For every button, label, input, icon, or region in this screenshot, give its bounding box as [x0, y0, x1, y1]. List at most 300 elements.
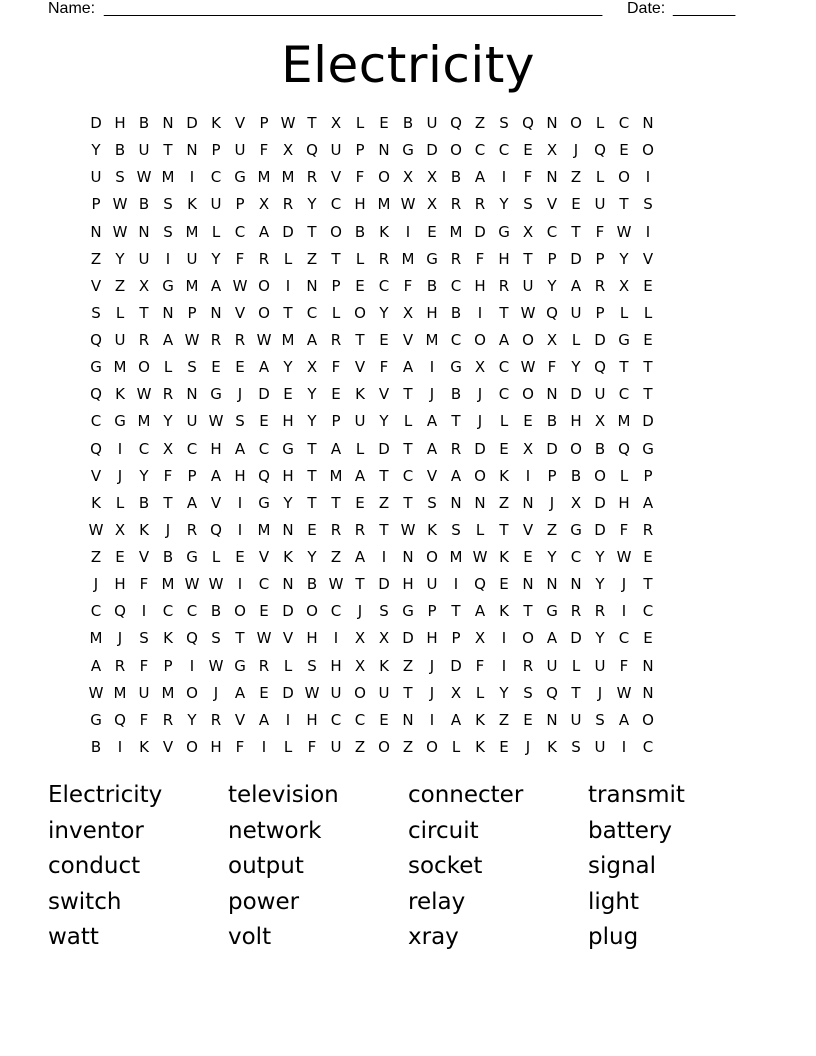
grid-letter[interactable]: X: [258, 195, 270, 214]
grid-letter[interactable]: V: [402, 331, 414, 349]
grid-letter[interactable]: I: [501, 656, 507, 675]
grid-letter[interactable]: U: [570, 710, 582, 729]
grid-letter[interactable]: C: [330, 710, 342, 729]
grid-letter[interactable]: V: [282, 629, 294, 648]
grid-letter[interactable]: D: [546, 439, 558, 458]
grid-letter[interactable]: D: [258, 385, 270, 404]
grid-letter[interactable]: B: [138, 114, 150, 132]
grid-letter[interactable]: R: [162, 385, 174, 404]
grid-letter[interactable]: K: [475, 710, 485, 729]
grid-letter[interactable]: C: [258, 575, 270, 594]
grid-letter[interactable]: Y: [211, 249, 221, 268]
grid-letter[interactable]: R: [570, 602, 582, 621]
grid-letter[interactable]: D: [474, 439, 486, 458]
grid-letter[interactable]: O: [570, 439, 582, 458]
grid-letter[interactable]: T: [643, 385, 653, 404]
grid-letter[interactable]: T: [619, 195, 629, 214]
grid-letter[interactable]: G: [618, 331, 630, 349]
grid-letter[interactable]: T: [307, 493, 317, 512]
grid-letter[interactable]: G: [234, 656, 246, 675]
grid-letter[interactable]: N: [402, 710, 414, 729]
grid-letter[interactable]: U: [114, 331, 126, 349]
grid-letter[interactable]: F: [139, 656, 149, 675]
grid-letter[interactable]: V: [210, 493, 222, 512]
grid-letter[interactable]: P: [427, 602, 437, 621]
grid-letter[interactable]: O: [618, 168, 630, 187]
grid-letter[interactable]: M: [161, 683, 175, 702]
grid-letter[interactable]: P: [595, 249, 605, 268]
grid-letter[interactable]: R: [114, 656, 126, 675]
grid-letter[interactable]: M: [449, 222, 463, 241]
grid-letter[interactable]: O: [522, 629, 534, 648]
grid-letter[interactable]: C: [378, 276, 390, 295]
grid-letter[interactable]: X: [354, 656, 366, 675]
grid-letter[interactable]: J: [477, 385, 483, 404]
grid-letter[interactable]: Q: [210, 520, 222, 539]
grid-letter[interactable]: Y: [187, 710, 197, 729]
grid-letter[interactable]: G: [426, 249, 438, 268]
grid-letter[interactable]: K: [379, 222, 389, 241]
grid-letter[interactable]: Y: [307, 412, 317, 431]
grid-letter[interactable]: J: [525, 737, 531, 756]
grid-letter[interactable]: I: [189, 656, 195, 675]
grid-letter[interactable]: B: [354, 222, 366, 241]
grid-letter[interactable]: Z: [90, 249, 102, 268]
grid-letter[interactable]: V: [354, 358, 366, 377]
grid-letter[interactable]: C: [642, 737, 654, 756]
grid-letter[interactable]: Y: [139, 466, 149, 485]
grid-letter[interactable]: N: [210, 303, 222, 322]
grid-letter[interactable]: R: [330, 331, 342, 349]
grid-letter[interactable]: C: [186, 602, 198, 621]
grid-letter[interactable]: O: [474, 466, 486, 485]
grid-letter[interactable]: L: [595, 114, 605, 132]
grid-letter[interactable]: G: [90, 358, 102, 377]
grid-letter[interactable]: X: [570, 493, 582, 512]
grid-letter[interactable]: B: [546, 412, 558, 431]
grid-letter[interactable]: E: [235, 358, 245, 377]
grid-letter[interactable]: T: [643, 358, 653, 377]
grid-letter[interactable]: F: [619, 656, 629, 675]
grid-letter[interactable]: B: [90, 737, 102, 756]
grid-letter[interactable]: M: [161, 575, 175, 594]
grid-letter[interactable]: U: [186, 249, 198, 268]
grid-letter[interactable]: R: [354, 520, 366, 539]
grid-letter[interactable]: T: [307, 114, 317, 132]
grid-letter[interactable]: K: [139, 737, 149, 756]
grid-letter[interactable]: D: [594, 520, 606, 539]
grid-letter[interactable]: B: [450, 303, 462, 322]
grid-letter[interactable]: R: [258, 249, 270, 268]
grid-letter[interactable]: E: [571, 195, 581, 214]
grid-letter[interactable]: A: [426, 439, 438, 458]
grid-letter[interactable]: D: [642, 412, 654, 431]
date-blank-line[interactable]: _______: [673, 0, 736, 17]
grid-letter[interactable]: D: [282, 602, 294, 621]
grid-letter[interactable]: W: [616, 222, 632, 241]
grid-letter[interactable]: X: [138, 276, 150, 295]
grid-letter[interactable]: Y: [547, 548, 557, 566]
grid-letter[interactable]: I: [645, 222, 651, 241]
grid-letter[interactable]: L: [619, 303, 629, 322]
grid-letter[interactable]: E: [235, 548, 245, 566]
grid-letter[interactable]: S: [187, 358, 197, 377]
grid-letter[interactable]: C: [330, 195, 342, 214]
grid-letter[interactable]: K: [499, 466, 509, 485]
grid-letter[interactable]: L: [331, 303, 341, 322]
grid-letter[interactable]: T: [499, 520, 509, 539]
grid-letter[interactable]: W: [112, 195, 128, 214]
grid-letter[interactable]: O: [354, 303, 366, 322]
grid-letter[interactable]: E: [523, 710, 533, 729]
grid-letter[interactable]: I: [477, 303, 483, 322]
grid-letter[interactable]: T: [523, 249, 533, 268]
grid-letter[interactable]: C: [450, 276, 462, 295]
grid-letter[interactable]: A: [258, 358, 270, 377]
grid-letter[interactable]: E: [283, 385, 293, 404]
grid-letter[interactable]: V: [162, 737, 174, 756]
grid-letter[interactable]: I: [405, 222, 411, 241]
grid-letter[interactable]: Y: [379, 412, 389, 431]
grid-letter[interactable]: H: [306, 629, 318, 648]
grid-letter[interactable]: I: [429, 358, 435, 377]
grid-letter[interactable]: Z: [354, 737, 366, 756]
grid-letter[interactable]: D: [282, 683, 294, 702]
grid-letter[interactable]: T: [403, 439, 413, 458]
grid-letter[interactable]: I: [165, 249, 171, 268]
grid-letter[interactable]: D: [450, 656, 462, 675]
grid-letter[interactable]: G: [402, 141, 414, 160]
grid-letter[interactable]: Y: [595, 575, 605, 594]
grid-letter[interactable]: X: [114, 520, 126, 539]
grid-letter[interactable]: A: [618, 710, 630, 729]
grid-letter[interactable]: E: [355, 276, 365, 295]
grid-letter[interactable]: O: [450, 141, 462, 160]
grid-letter[interactable]: H: [426, 629, 438, 648]
grid-letter[interactable]: S: [571, 737, 581, 756]
grid-letter[interactable]: O: [642, 710, 654, 729]
grid-letter[interactable]: O: [258, 303, 270, 322]
grid-letter[interactable]: R: [474, 195, 486, 214]
grid-letter[interactable]: L: [355, 439, 365, 458]
grid-letter[interactable]: X: [354, 629, 366, 648]
grid-letter[interactable]: L: [115, 493, 125, 512]
grid-letter[interactable]: X: [426, 168, 438, 187]
grid-letter[interactable]: X: [522, 222, 534, 241]
grid-letter[interactable]: O: [378, 168, 390, 187]
grid-letter[interactable]: D: [426, 141, 438, 160]
grid-letter[interactable]: X: [546, 331, 558, 349]
grid-letter[interactable]: C: [162, 602, 174, 621]
grid-letter[interactable]: O: [138, 358, 150, 377]
grid-letter[interactable]: Z: [546, 520, 558, 539]
grid-letter[interactable]: W: [88, 520, 104, 539]
grid-letter[interactable]: N: [474, 493, 486, 512]
grid-letter[interactable]: Q: [594, 141, 606, 160]
grid-letter[interactable]: T: [619, 358, 629, 377]
grid-letter[interactable]: O: [594, 466, 606, 485]
grid-letter[interactable]: Q: [618, 439, 630, 458]
grid-letter[interactable]: V: [258, 548, 270, 566]
grid-letter[interactable]: A: [234, 683, 246, 702]
grid-letter[interactable]: R: [138, 331, 150, 349]
grid-letter[interactable]: I: [237, 520, 243, 539]
grid-letter[interactable]: V: [90, 276, 102, 295]
grid-letter[interactable]: V: [546, 195, 558, 214]
grid-letter[interactable]: C: [474, 141, 486, 160]
grid-letter[interactable]: Y: [163, 412, 173, 431]
grid-letter[interactable]: E: [379, 331, 389, 349]
grid-letter[interactable]: C: [570, 548, 582, 566]
grid-letter[interactable]: I: [333, 629, 339, 648]
grid-letter[interactable]: B: [138, 195, 150, 214]
grid-letter[interactable]: W: [136, 168, 152, 187]
grid-letter[interactable]: T: [499, 303, 509, 322]
grid-letter[interactable]: O: [426, 737, 438, 756]
grid-letter[interactable]: P: [163, 656, 173, 675]
grid-letter[interactable]: B: [450, 168, 462, 187]
grid-letter[interactable]: C: [90, 602, 102, 621]
grid-letter[interactable]: M: [329, 466, 343, 485]
grid-letter[interactable]: R: [210, 331, 222, 349]
grid-letter[interactable]: O: [522, 385, 534, 404]
grid-letter[interactable]: C: [186, 439, 198, 458]
grid-letter[interactable]: F: [259, 141, 269, 160]
grid-letter[interactable]: O: [426, 548, 438, 566]
grid-letter[interactable]: T: [163, 493, 173, 512]
grid-letter[interactable]: P: [331, 412, 341, 431]
grid-letter[interactable]: C: [330, 602, 342, 621]
grid-letter[interactable]: H: [354, 195, 366, 214]
grid-letter[interactable]: H: [282, 466, 294, 485]
grid-letter[interactable]: X: [474, 358, 486, 377]
grid-letter[interactable]: P: [547, 249, 557, 268]
grid-letter[interactable]: A: [234, 439, 246, 458]
grid-letter[interactable]: L: [475, 683, 485, 702]
grid-letter[interactable]: S: [499, 114, 509, 132]
grid-letter[interactable]: P: [235, 195, 245, 214]
grid-letter[interactable]: S: [379, 602, 389, 621]
grid-letter[interactable]: T: [523, 602, 533, 621]
grid-letter[interactable]: P: [259, 114, 269, 132]
grid-letter[interactable]: U: [546, 656, 558, 675]
grid-letter[interactable]: N: [378, 141, 390, 160]
grid-letter[interactable]: N: [642, 114, 654, 132]
grid-letter[interactable]: K: [355, 385, 365, 404]
grid-letter[interactable]: X: [594, 412, 606, 431]
grid-letter[interactable]: N: [306, 276, 318, 295]
grid-letter[interactable]: W: [256, 331, 272, 349]
grid-letter[interactable]: I: [237, 493, 243, 512]
grid-letter[interactable]: O: [522, 331, 534, 349]
grid-letter[interactable]: T: [307, 439, 317, 458]
grid-letter[interactable]: U: [426, 575, 438, 594]
grid-letter[interactable]: M: [257, 520, 271, 539]
grid-letter[interactable]: A: [354, 548, 366, 566]
grid-letter[interactable]: U: [330, 141, 342, 160]
grid-letter[interactable]: F: [235, 737, 245, 756]
grid-letter[interactable]: U: [570, 303, 582, 322]
grid-letter[interactable]: D: [594, 331, 606, 349]
grid-letter[interactable]: V: [234, 114, 246, 132]
name-blank-line[interactable]: ________________________________________________________: [104, 0, 603, 17]
grid-letter[interactable]: T: [451, 412, 461, 431]
grid-letter[interactable]: F: [619, 520, 629, 539]
grid-letter[interactable]: Q: [90, 439, 102, 458]
grid-letter[interactable]: E: [307, 520, 317, 539]
grid-letter[interactable]: A: [354, 466, 366, 485]
grid-letter[interactable]: S: [643, 195, 653, 214]
grid-letter[interactable]: K: [499, 548, 509, 566]
grid-letter[interactable]: I: [381, 548, 387, 566]
grid-letter[interactable]: U: [330, 737, 342, 756]
grid-letter[interactable]: Y: [283, 493, 293, 512]
grid-letter[interactable]: N: [186, 385, 198, 404]
grid-letter[interactable]: E: [379, 114, 389, 132]
grid-letter[interactable]: W: [208, 656, 224, 675]
grid-letter[interactable]: K: [283, 548, 293, 566]
grid-letter[interactable]: X: [402, 303, 414, 322]
grid-letter[interactable]: J: [429, 656, 435, 675]
grid-letter[interactable]: R: [498, 276, 510, 295]
grid-letter[interactable]: A: [330, 439, 342, 458]
grid-letter[interactable]: K: [499, 602, 509, 621]
grid-letter[interactable]: U: [594, 385, 606, 404]
grid-letter[interactable]: V: [642, 249, 654, 268]
grid-letter[interactable]: Q: [90, 331, 102, 349]
grid-letter[interactable]: W: [400, 195, 416, 214]
grid-letter[interactable]: Z: [90, 548, 102, 566]
grid-letter[interactable]: U: [522, 276, 534, 295]
grid-letter[interactable]: T: [331, 249, 341, 268]
grid-letter[interactable]: T: [379, 520, 389, 539]
grid-letter[interactable]: J: [165, 520, 171, 539]
grid-letter[interactable]: G: [282, 439, 294, 458]
grid-letter[interactable]: T: [307, 466, 317, 485]
grid-letter[interactable]: Z: [114, 276, 126, 295]
grid-letter[interactable]: T: [355, 575, 365, 594]
grid-letter[interactable]: X: [282, 141, 294, 160]
grid-letter[interactable]: G: [258, 493, 270, 512]
grid-letter[interactable]: E: [259, 683, 269, 702]
grid-letter[interactable]: C: [618, 385, 630, 404]
grid-letter[interactable]: T: [307, 222, 317, 241]
grid-letter[interactable]: L: [643, 303, 653, 322]
grid-letter[interactable]: G: [642, 439, 654, 458]
grid-letter[interactable]: Z: [474, 114, 486, 132]
grid-letter[interactable]: O: [186, 737, 198, 756]
grid-letter[interactable]: G: [162, 276, 174, 295]
grid-letter[interactable]: X: [474, 629, 486, 648]
grid-letter[interactable]: V: [90, 466, 102, 485]
grid-letter[interactable]: G: [546, 602, 558, 621]
grid-letter[interactable]: N: [138, 222, 150, 241]
grid-letter[interactable]: K: [91, 493, 101, 512]
grid-letter[interactable]: G: [210, 385, 222, 404]
grid-letter[interactable]: Y: [91, 141, 101, 160]
grid-letter[interactable]: G: [90, 710, 102, 729]
grid-letter[interactable]: D: [378, 575, 390, 594]
grid-letter[interactable]: R: [258, 656, 270, 675]
grid-letter[interactable]: P: [91, 195, 101, 214]
grid-letter[interactable]: N: [642, 683, 654, 702]
grid-letter[interactable]: T: [355, 331, 365, 349]
grid-letter[interactable]: W: [472, 548, 488, 566]
grid-letter[interactable]: I: [285, 710, 291, 729]
grid-letter[interactable]: J: [93, 575, 99, 594]
grid-letter[interactable]: H: [570, 412, 582, 431]
grid-letter[interactable]: C: [546, 222, 558, 241]
grid-letter[interactable]: O: [234, 602, 246, 621]
grid-letter[interactable]: I: [621, 737, 627, 756]
grid-letter[interactable]: X: [402, 168, 414, 187]
grid-letter[interactable]: L: [211, 548, 221, 566]
grid-letter[interactable]: P: [187, 466, 197, 485]
grid-letter[interactable]: C: [258, 439, 270, 458]
grid-letter[interactable]: I: [261, 737, 267, 756]
grid-letter[interactable]: J: [357, 602, 363, 621]
grid-letter[interactable]: Q: [258, 466, 270, 485]
grid-letter[interactable]: L: [403, 412, 413, 431]
grid-letter[interactable]: B: [306, 575, 318, 594]
grid-letter[interactable]: M: [137, 412, 151, 431]
grid-letter[interactable]: S: [427, 493, 437, 512]
grid-letter[interactable]: V: [426, 466, 438, 485]
grid-letter[interactable]: Y: [283, 358, 293, 377]
grid-letter[interactable]: F: [355, 168, 365, 187]
grid-letter[interactable]: Y: [571, 358, 581, 377]
grid-letter[interactable]: J: [573, 141, 579, 160]
grid-letter[interactable]: F: [331, 358, 341, 377]
grid-letter[interactable]: B: [210, 602, 222, 621]
grid-letter[interactable]: I: [645, 168, 651, 187]
grid-letter[interactable]: A: [210, 276, 222, 295]
grid-letter[interactable]: E: [259, 602, 269, 621]
grid-letter[interactable]: A: [306, 331, 318, 349]
grid-letter[interactable]: M: [425, 331, 439, 349]
grid-letter[interactable]: B: [162, 548, 174, 566]
grid-letter[interactable]: K: [427, 520, 437, 539]
grid-letter[interactable]: V: [234, 710, 246, 729]
grid-letter[interactable]: C: [498, 358, 510, 377]
grid-letter[interactable]: H: [114, 114, 126, 132]
grid-letter[interactable]: M: [617, 412, 631, 431]
grid-letter[interactable]: X: [426, 195, 438, 214]
grid-letter[interactable]: I: [117, 737, 123, 756]
grid-letter[interactable]: J: [549, 493, 555, 512]
grid-letter[interactable]: E: [643, 629, 653, 648]
grid-letter[interactable]: C: [618, 114, 630, 132]
grid-letter[interactable]: U: [354, 412, 366, 431]
grid-letter[interactable]: N: [450, 493, 462, 512]
grid-letter[interactable]: R: [642, 520, 654, 539]
grid-letter[interactable]: E: [211, 358, 221, 377]
grid-letter[interactable]: H: [234, 466, 246, 485]
grid-letter[interactable]: W: [520, 358, 536, 377]
grid-letter[interactable]: S: [163, 195, 173, 214]
grid-letter[interactable]: E: [259, 412, 269, 431]
grid-letter[interactable]: A: [186, 493, 198, 512]
grid-letter[interactable]: P: [547, 466, 557, 485]
grid-letter[interactable]: J: [429, 683, 435, 702]
grid-letter[interactable]: E: [499, 737, 509, 756]
grid-letter[interactable]: D: [570, 249, 582, 268]
grid-letter[interactable]: R: [594, 602, 606, 621]
grid-letter[interactable]: S: [451, 520, 461, 539]
grid-letter[interactable]: W: [304, 683, 320, 702]
grid-letter[interactable]: U: [90, 168, 102, 187]
grid-letter[interactable]: Q: [306, 141, 318, 160]
